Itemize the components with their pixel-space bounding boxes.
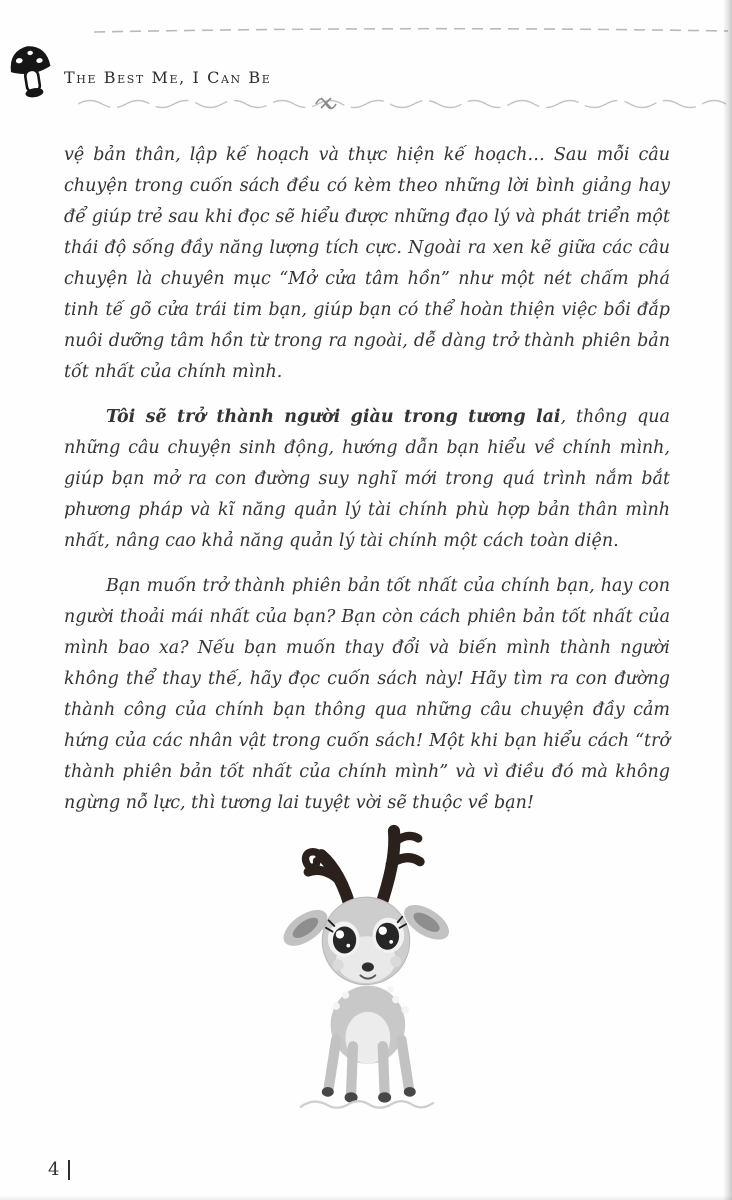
page-number-divider: [68, 1160, 70, 1180]
fawn-cartoon-image: [264, 806, 469, 1128]
ground-shadow: [301, 1101, 433, 1108]
body: [331, 986, 409, 1064]
antlers: [306, 831, 421, 904]
page-number: 4: [48, 1159, 60, 1180]
page-header: [64, 68, 271, 87]
paragraph: Bạn muốn trở thành phiên bản tốt nhất của chính bạn, hay con người thoải mái nhất của bạn? Bạn còn cách phiên bản tốt nhất của mình bao xa? Nếu bạn muốn thay đổi và biến mình thành người không thể thay thế, hãy đọc cuốn sách này! Hãy tìm ra con đường thành công của chính bạn thông qua những câu chuyện đầy cảm hứng của các nhân vật trong cuốn sách! Một khi bạn hiểu cách “trở thành phiên bản tốt nhất của chính mình” và vì điều đó mà không ngừng nỗ lực, thì tương lai tuyệt vời sẽ thuộc về bạn!: [64, 576, 670, 813]
bold-lead-phrase: Tôi sẽ trở thành người giàu trong tương lai: [106, 407, 561, 427]
page-footer: [48, 1159, 70, 1180]
fawn-illustration: [264, 806, 469, 1132]
page-text: [64, 140, 670, 833]
header-divider-line: [78, 92, 732, 114]
top-dashed-line: [92, 24, 730, 38]
scan-edge-shadow: [723, 0, 732, 1200]
paragraph: [64, 402, 670, 557]
page-header-title: The Best Me, I Can Be: [64, 68, 272, 87]
mushroom-icon: [2, 37, 59, 106]
scan-bottom-shadow: [0, 1195, 732, 1200]
paragraph-text: , thông qua những câu chuyện sinh động, hướng dẫn bạn hiểu về chính mình, giúp bạn mở ra con đường suy nghĩ mới trong quá trình nắm bắt phương pháp và kĩ năng quản lý tài chính phù hợp bản thân mình nhất, nâng cao khả năng quản lý tài chính một cách toàn diện.: [64, 407, 670, 551]
paragraph: vệ bản thân, lập kế hoạch và thực hiện kế hoạch… Sau mỗi câu chuyện trong cuốn sách đều có kèm theo những lời bình giảng hay để giúp trẻ sau khi đọc sẽ hiểu được những đạo lý và phát triển một thái độ sống đầy năng lượng tích cực. Ngoài ra xen kẽ giữa các câu chuyện là chuyên mục “Mở cửa tâm hồn” như một nét chấm phá tinh tế gõ cửa trái tim bạn, giúp bạn có thể hoàn thiện việc bồi đắp nuôi dưỡng tâm hồn từ trong ra ngoài, dễ dàng trở thành phiên bản tốt nhất của chính mình.: [64, 145, 670, 382]
